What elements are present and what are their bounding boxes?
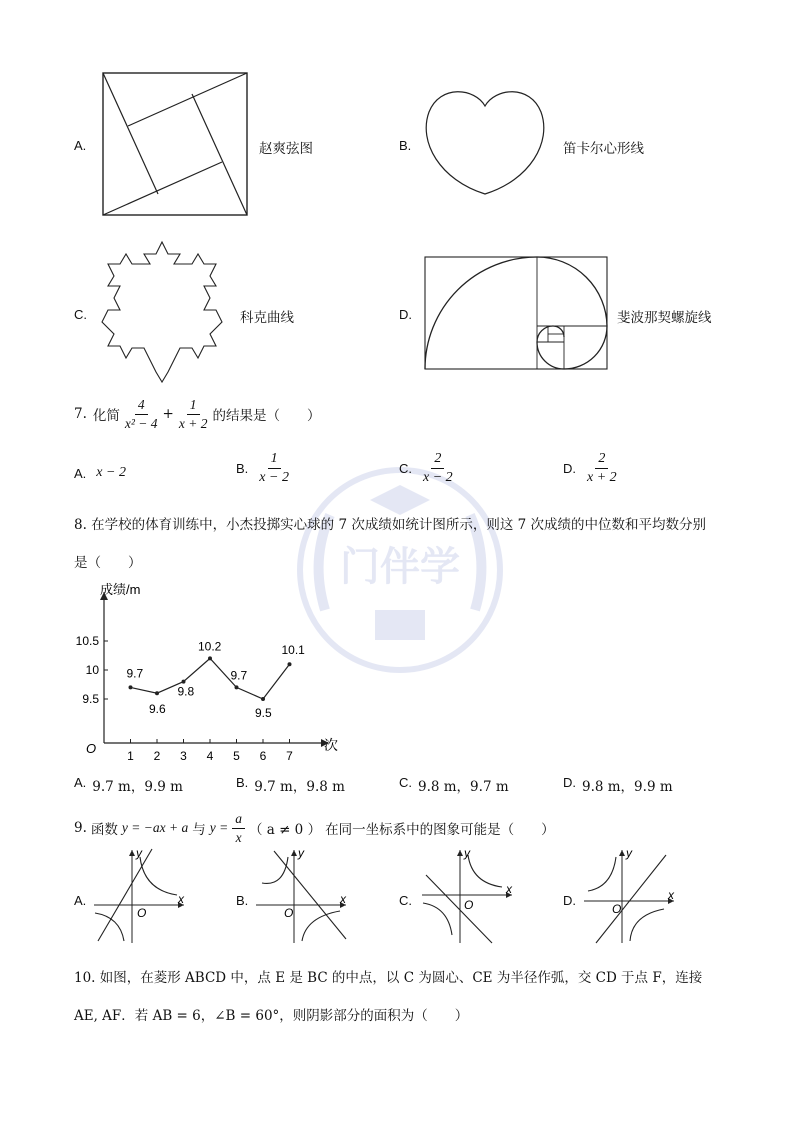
chart-y-tick-label: 9.5: [82, 692, 99, 706]
q9-graph-c-y-label: y: [464, 846, 470, 860]
q9-graph-d-y-label: y: [626, 846, 632, 860]
chart-point: [288, 662, 292, 666]
q8-text-line-1: 8. 在学校的体育训练中，小杰投掷实心球的 7 次成绩如统计图所示，则这 7 次成绩的中位数和平均数分别: [74, 517, 707, 533]
q8-option-c-letter: C.: [399, 775, 412, 790]
q9-graph-a-origin: O: [137, 906, 147, 920]
q6-option-b-letter: B.: [399, 138, 412, 153]
chart-series-line: [131, 658, 290, 699]
q8-option-d-text: 9.8 m，9.9 m: [582, 779, 673, 795]
cardioid-icon: [420, 84, 550, 204]
q8-option-c[interactable]: [399, 775, 509, 795]
q9-graph-b-origin: O: [284, 906, 294, 920]
chart-point: [129, 685, 133, 689]
chart-y-label: 成绩/m: [100, 582, 141, 597]
q7-option-a-letter: A.: [74, 465, 87, 481]
q8-option-c-text: 9.8 m，9.7 m: [418, 779, 509, 795]
q9-graph-b: [254, 845, 354, 945]
q9-graph-d: [582, 845, 682, 945]
q9-graph-c-origin: O: [464, 898, 474, 912]
q7-option-b-fraction: [256, 452, 292, 485]
q9-option-b-letter[interactable]: B.: [236, 893, 249, 908]
q7-suffix: 的结果是（ ）: [212, 408, 321, 424]
q7-option-c-letter: C.: [399, 461, 412, 476]
q9-graph-c-x-label: x: [506, 882, 512, 896]
q9-func2-fraction: [232, 812, 245, 844]
q9-func2-lhs: y =: [209, 820, 229, 835]
chart-data-label: 9.5: [255, 706, 272, 720]
q8-option-b-letter: B.: [236, 775, 249, 790]
chart-data-label: 9.7: [230, 668, 248, 683]
q7-plus: +: [162, 406, 174, 422]
chart-point: [155, 691, 159, 695]
q7-option-c-fraction: [420, 452, 456, 485]
q7-fraction-1: [122, 398, 161, 430]
q7-option-b[interactable]: [236, 452, 292, 485]
q9-graph-d-origin: O: [612, 902, 622, 916]
q7-option-c[interactable]: [399, 452, 456, 485]
q8-option-b-text: 9.7 m，9.8 m: [254, 779, 345, 795]
chart-point: [182, 680, 186, 684]
q6-figure-c: [96, 240, 228, 389]
q9-func1: y = −ax + a: [121, 820, 189, 835]
q9-text-a: 函数: [90, 822, 118, 838]
chart-data-label: 10.2: [198, 639, 222, 654]
q7-fraction-2: [176, 398, 211, 430]
q9-graph-a-x-label: x: [178, 892, 184, 906]
q9-text-c: 在同一坐标系中的图象可能是（ ）: [325, 822, 555, 838]
chart-data-label: 10.1: [281, 643, 305, 658]
q7-fraction-1-denominator: x² − 4: [124, 415, 158, 431]
q6-figure-b: [420, 84, 550, 208]
chart-x-tick-label: 5: [233, 749, 240, 760]
chart-x-tick-label: 7: [286, 749, 293, 760]
q9-number: 9.: [74, 820, 87, 836]
q6-caption-c: 科克曲线: [240, 310, 294, 326]
chart-data-label: 9.6: [149, 702, 166, 717]
q9-func2-numerator: a: [232, 812, 245, 829]
q8-option-d-letter: D.: [563, 775, 576, 790]
q8-option-a[interactable]: [74, 775, 183, 795]
q8-option-a-text: 9.7 m，9.9 m: [92, 779, 183, 795]
q7-number: 7.: [74, 406, 87, 422]
q10-text-line-1: 10. 如图，在菱形 ABCD 中，点 E 是 BC 的中点，以 C 为圆心、CE 为半径作弧，交 CD 于点 F，连接: [74, 970, 703, 986]
q9-condition: （ a ≠ 0 ）: [248, 822, 322, 838]
q9-graph-d-x-label: x: [668, 888, 674, 902]
q7-option-d[interactable]: [563, 452, 620, 485]
chart-point: [261, 697, 265, 701]
chart-y-tick-label: 10.5: [75, 634, 99, 648]
q6-figure-d: [424, 256, 610, 376]
watermark-text: 门伴学: [340, 545, 460, 589]
q6-option-a-letter: A.: [74, 138, 87, 153]
chart-point: [235, 685, 239, 689]
q8-text-line-2: 是（ ）: [74, 555, 142, 571]
q7-option-d-fraction: [584, 452, 620, 485]
q7-option-a[interactable]: [74, 465, 126, 481]
zhao-shuang-diagram-icon: [100, 70, 252, 220]
chart-x-label: 次: [324, 737, 338, 753]
q6-caption-b: 笛卡尔心形线: [563, 141, 644, 157]
q7-option-c-numerator: 2: [431, 452, 444, 469]
score-line-chart: [72, 578, 352, 760]
chart-x-tick-label: 1: [127, 749, 134, 760]
question-9: [74, 812, 555, 844]
q9-graph-b-y-label: y: [298, 846, 304, 860]
q9-option-d-letter[interactable]: D.: [563, 893, 576, 908]
q6-caption-d: 斐波那契螺旋线: [617, 310, 712, 326]
q7-option-b-letter: B.: [236, 461, 249, 476]
chart-x-tick-label: 2: [153, 749, 161, 760]
q7-option-d-denominator: x + 2: [587, 470, 617, 485]
q10-text-line-2: AE, AF．若 AB = 6，∠B = 60°，则阴影部分的面积为（ ）: [74, 1008, 469, 1024]
question-7: [74, 398, 320, 430]
q6-caption-a: 赵爽弦图: [259, 141, 313, 157]
q7-option-d-numerator: 2: [595, 452, 608, 469]
chart-x-tick-label: 6: [259, 749, 267, 760]
q9-option-c-letter[interactable]: C.: [399, 893, 412, 908]
q6-figure-a: [100, 70, 252, 224]
q7-option-b-numerator: 1: [268, 452, 281, 469]
koch-snowflake-icon: [96, 240, 228, 385]
q9-graph-a: [92, 845, 192, 945]
chart-x-tick-label: 3: [180, 749, 187, 760]
chart-data-label: 9.8: [177, 684, 195, 699]
fibonacci-spiral-icon: [424, 256, 610, 372]
q7-option-d-letter: D.: [563, 461, 576, 476]
q8-option-b[interactable]: [236, 775, 345, 795]
chart-y-tick-label: 10: [85, 663, 99, 677]
q6-option-c-letter: C.: [74, 307, 87, 322]
q7-option-b-denominator: x − 2: [259, 470, 289, 485]
q6-option-d-letter: D.: [399, 307, 412, 322]
q9-graph-b-x-label: x: [340, 892, 346, 906]
q7-fraction-1-numerator: 4: [135, 398, 148, 415]
q8-option-a-letter: A.: [74, 775, 87, 790]
q7-prefix: 化简: [92, 408, 120, 424]
q9-graph-a-y-label: y: [136, 846, 142, 860]
q7-fraction-2-denominator: x + 2: [178, 415, 208, 431]
q7-option-c-denominator: x − 2: [423, 470, 453, 485]
q9-text-b: 与: [192, 822, 206, 838]
chart-origin-label: O: [86, 741, 97, 756]
q7-option-a-expr: x − 2: [96, 465, 126, 480]
q7-fraction-2-numerator: 1: [187, 398, 200, 415]
chart-x-tick-label: 4: [206, 749, 214, 760]
chart-data-label: 9.7: [126, 666, 144, 681]
chart-point: [208, 656, 212, 660]
q9-option-a-letter[interactable]: A.: [74, 893, 87, 908]
q9-graph-c: [420, 845, 520, 945]
q8-option-d[interactable]: [563, 775, 673, 795]
q9-func2-denominator: x: [235, 829, 242, 845]
